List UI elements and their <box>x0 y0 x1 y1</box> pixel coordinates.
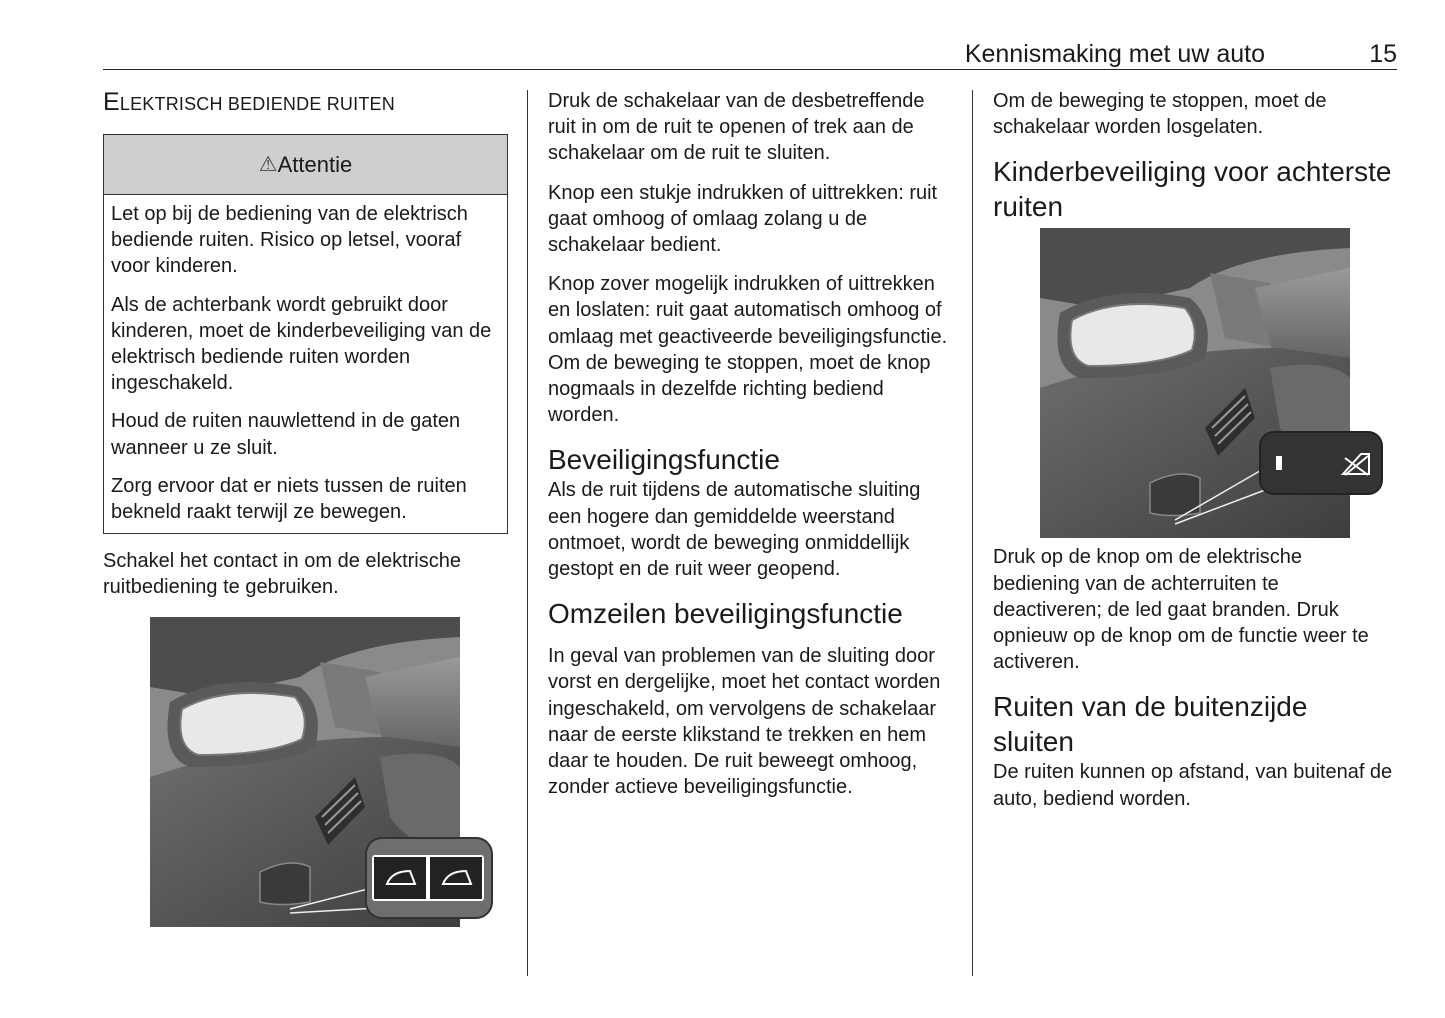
child-lock-illustration <box>1040 228 1385 540</box>
warning-paragraph: Zorg ervoor dat er niets tussen de ruiten bekneld raakt terwijl ze bewegen. <box>111 474 467 524</box>
paragraph: Knop zover mogelijk indrukken of uittrekken en loslaten: ruit gaat automatisch omhoog of omlaag met geactiveerde beveiligingsfunctie. Om de beweging te stoppen, moet de knop nogmaals in dezelfde richting bediend worden. <box>548 273 948 427</box>
warning-box <box>103 134 508 534</box>
section-title: ELEKTRISCH BEDIENDE RUITEN <box>103 88 395 116</box>
column-1 <box>103 88 508 929</box>
intro-paragraph: Schakel het contact in om de elektrische ruitbediening te gebruiken. <box>103 550 461 599</box>
column-3 <box>993 88 1393 812</box>
window-switch-illustration <box>150 617 495 929</box>
warning-paragraph: Houd de ruiten nauwlettend in de gaten wanneer u ze sluit. <box>111 410 461 459</box>
warning-paragraph: Als de achterbank wordt gebruikt door kinderen, moet de kinderbeveiliging van de elektrisch bediende ruiten worden ingeschakeld. <box>111 293 492 395</box>
warning-header <box>104 135 507 195</box>
page-number: 15 <box>1369 40 1397 68</box>
heading-child-lock: Kinderbeveiliging voor achterste ruiten <box>993 156 1392 223</box>
warning-triangle-icon: ⚠ <box>258 153 278 176</box>
heading-override-safety: Omzeilen beveiligingsfunctie <box>548 598 903 630</box>
paragraph: Druk op de knop om de elektrische bediening van de achterruiten te deactiveren; de led gaat branden. Druk opnieuw op de knop om de functie weer te activeren. <box>993 546 1369 674</box>
warning-body <box>104 195 507 533</box>
page-header <box>103 38 1397 70</box>
paragraph: Druk de schakelaar van de desbetreffende ruit in om de ruit te openen of trek aan de schakelaar om de ruit te sluiten. <box>548 90 925 165</box>
paragraph: In geval van problemen van de sluiting door vorst en dergelijke, moet het contact worden ingeschakeld, om vervolgens de schakelaar naar de eerste klikstand te trekken en hem daar te houden. De ruit beweegt omhoog, zonder actieve beveiligingsfunctie. <box>548 645 941 799</box>
paragraph: Als de ruit tijdens de automatische sluiting een hogere dan gemiddelde weerstand ontmoet, wordt de beweging onmiddellijk gestopt en de ruit weer geopend. <box>548 479 921 581</box>
paragraph: De ruiten kunnen op afstand, van buitenaf de auto, bediend worden. <box>993 761 1393 810</box>
header-title: Kennismaking met uw auto <box>964 40 1265 68</box>
column-divider <box>972 90 973 976</box>
heading-close-from-outside: Ruiten van de buitenzijde sluiten <box>993 691 1308 758</box>
car-door-window-switches-image <box>150 617 495 929</box>
child-lock-button-image <box>1040 228 1385 540</box>
paragraph: Knop een stukje indrukken of uittrekken: ruit gaat omhoog of omlaag zolang u de schakelaar bedient. <box>548 181 938 257</box>
heading-safety-function: Beveiligingsfunctie <box>548 444 780 476</box>
paragraph: Om de beweging te stoppen, moet de schakelaar worden losgelaten. <box>993 90 1327 139</box>
warning-label: Attentie <box>277 151 353 177</box>
column-2 <box>548 88 953 800</box>
warning-paragraph: Let op bij de bediening van de elektrisch bediende ruiten. Risico op letsel, vooraf voor kinderen. <box>111 203 468 278</box>
column-divider <box>527 90 528 976</box>
